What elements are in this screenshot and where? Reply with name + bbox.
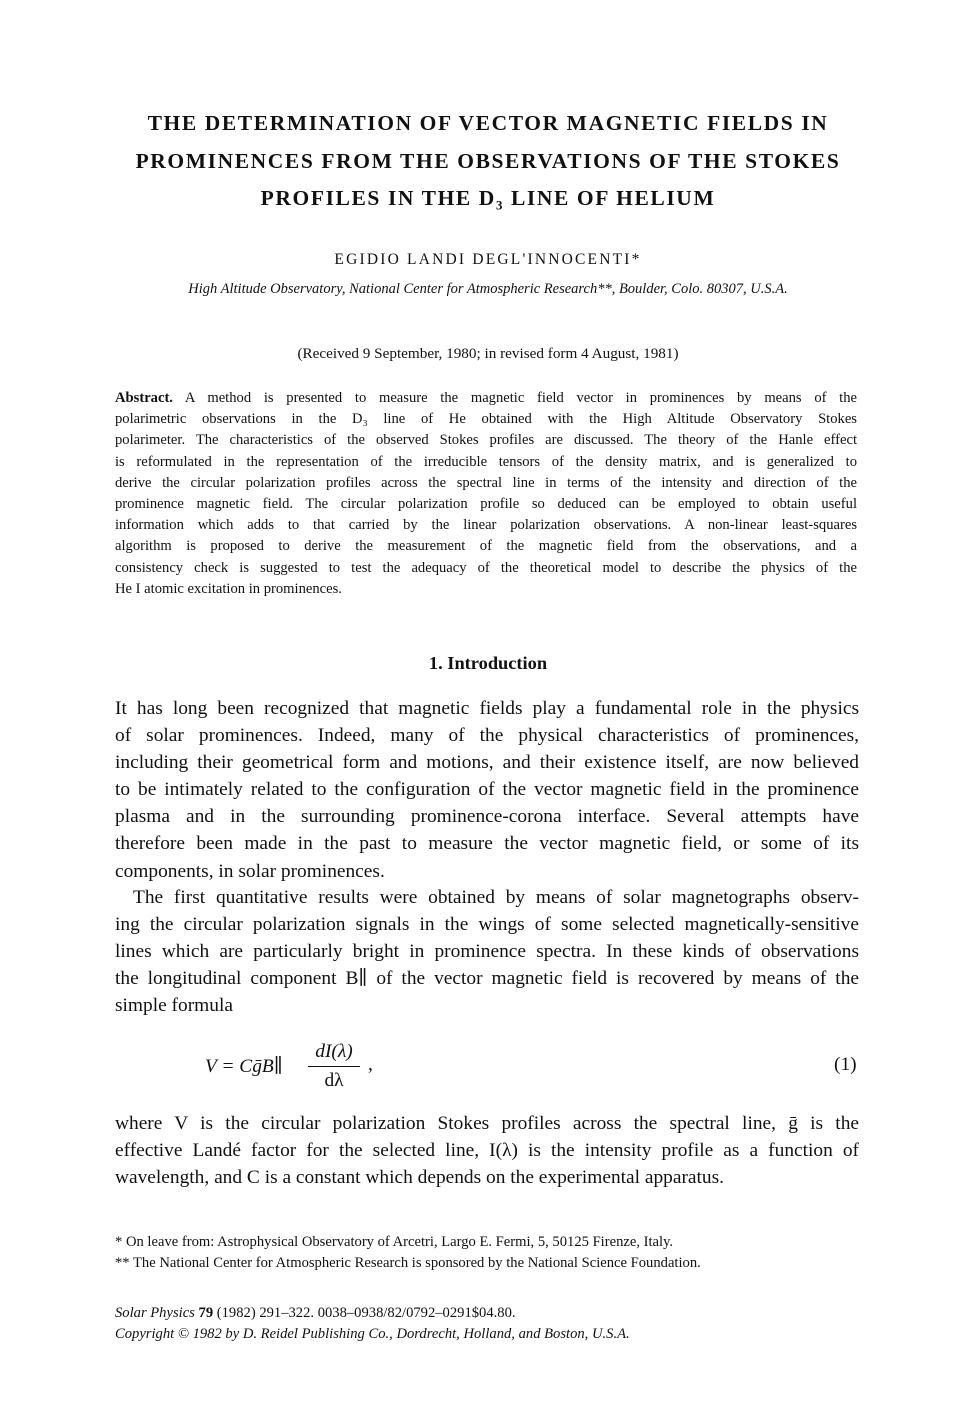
- equation-comma: ,: [368, 1054, 373, 1075]
- equation-number: (1): [834, 1054, 857, 1075]
- received-date: (Received 9 September, 1980; in revised form 4 August, 1981): [297, 345, 679, 362]
- abstract-line: Abstract. A method is presented to measure the magnetic field vector in prominences by means of the: [115, 390, 858, 406]
- journal-citation: [115, 1303, 859, 1324]
- abstract: [115, 388, 857, 600]
- text-line: of solar prominences. Indeed, many of the physical characteristics of prominences,: [115, 725, 859, 747]
- paper-title: [100, 105, 876, 218]
- text-line: It has long been recognized that magnetic fields play a fundamental role in the physics: [115, 698, 859, 719]
- abstract-line: polarimetric observations in the D₃ line of He obtained with the High Altitude Observatory Stokes: [115, 411, 857, 428]
- author-affiliation: High Altitude Observatory, National Center for Atmospheric Research**, Boulder, Colo. 80307, U.S.A.: [188, 281, 788, 297]
- text-line: effective Landé factor for the selected line, I(λ) is the intensity profile as a function of: [115, 1140, 859, 1162]
- paragraph-introduction-3: [115, 1110, 859, 1191]
- text-line: plasma and in the surrounding prominence-corona interface. Several attempts have: [115, 806, 859, 828]
- text-line: components, in solar prominences.: [115, 860, 385, 882]
- title-line: THE DETERMINATION OF VECTOR MAGNETIC FIELDS IN: [147, 111, 829, 135]
- title-line: PROFILES IN THE D₃ LINE OF HELIUM: [260, 186, 716, 210]
- paragraph-introduction-1: [115, 695, 859, 885]
- text-line: wavelength, and C is a constant which depends on the experimental apparatus.: [115, 1167, 725, 1189]
- text-line: ing the circular polarization signals in the wings of some selected magnetically-sensitive: [115, 914, 859, 936]
- abstract-line: consistency check is suggested to test the adequacy of the theoretical model to describe the physics of the: [115, 559, 857, 576]
- footnotes: [115, 1232, 859, 1274]
- text-line: to be intimately related to the configuration of the vector magnetic field in the prominence: [115, 779, 859, 801]
- abstract-line: information which adds to that carried by the linear polarization observations. A non-linear least-squares: [115, 517, 857, 534]
- journal-info: [115, 1303, 859, 1345]
- journal-details: (1982) 291–322. 0038–0938/82/0792–0291$04.80.: [216, 1305, 516, 1321]
- abstract-line: polarimeter. The characteristics of the observed Stokes profiles are discussed. The theory of the Hanle effect: [115, 432, 857, 449]
- abstract-line: He I atomic excitation in prominences.: [115, 580, 342, 597]
- equation-denominator: dλ: [324, 1070, 344, 1091]
- section-heading: 1. Introduction: [428, 653, 548, 673]
- text-line: lines which are particularly bright in prominence spectra. In these kinds of observations: [115, 941, 859, 963]
- abstract-line: is reformulated in the representation of the irreducible tensors of the density matrix, and is generalized to: [115, 453, 857, 470]
- title-line: PROMINENCES FROM THE OBSERVATIONS OF THE STOKES: [135, 148, 841, 173]
- author-name: EGIDIO LANDI DEGL'INNOCENTI*: [334, 251, 642, 268]
- equation-fraction: [306, 1038, 362, 1095]
- abstract-line: prominence magnetic field. The circular polarization profile so deduced can be employed to obtain useful: [115, 496, 857, 513]
- text-line: including their geometrical form and motions, and their existence itself, are now believed: [115, 752, 859, 774]
- text-line: therefore been made in the past to measure the vector magnetic field, or some of its: [115, 833, 859, 855]
- footnote: * On leave from: Astrophysical Observatory of Arcetri, Largo E. Fermi, 5, 50125 Firenze, Italy.: [115, 1234, 674, 1250]
- copyright-notice: Copyright © 1982 by D. Reidel Publishing Co., Dordrecht, Holland, and Boston, U.S.A.: [115, 1326, 630, 1342]
- text-line: simple formula: [115, 995, 233, 1017]
- abstract-line: derive the circular polarization profiles across the spectral line in terms of the intensity and direction of the: [115, 474, 857, 491]
- paragraph-introduction-2: [115, 884, 859, 1019]
- abstract-label: Abstract.: [115, 390, 173, 406]
- footnote: ** The National Center for Atmospheric Research is sponsored by the National Science Foundation.: [115, 1255, 701, 1271]
- text-line: The first quantitative results were obtained by means of solar magnetographs observ-: [133, 887, 859, 908]
- journal-name: Solar Physics: [115, 1305, 195, 1321]
- abstract-line: algorithm is proposed to derive the measurement of the magnetic field from the observations, and a: [115, 538, 857, 555]
- journal-volume: 79: [198, 1305, 214, 1321]
- text-line: the longitudinal component B∥ of the vector magnetic field is recovered by means of the: [115, 968, 859, 990]
- equation-lhs: V = CḡB∥: [205, 1056, 283, 1077]
- equation-numerator: dI(λ): [315, 1041, 353, 1062]
- equation-1: [0, 1038, 976, 1098]
- text-line: where V is the circular polarization Stokes profiles across the spectral line, ḡ is the: [115, 1113, 859, 1134]
